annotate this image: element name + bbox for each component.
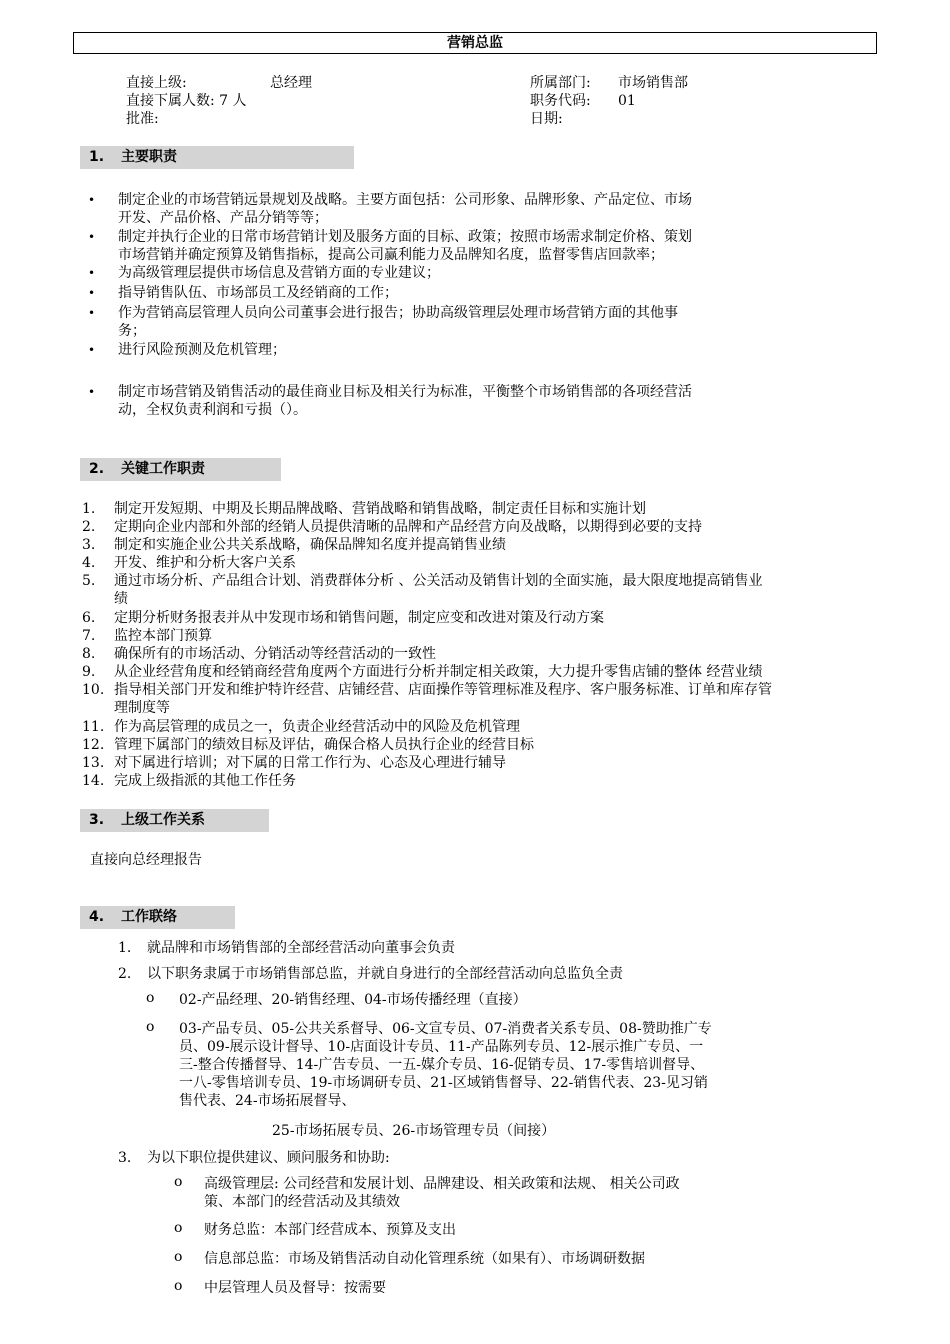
list-item: 理制度等 xyxy=(114,700,170,716)
bullet-icon: • xyxy=(88,306,96,320)
section-label: 主要职责 xyxy=(121,149,177,165)
list-number: 1. xyxy=(118,940,132,956)
list-item: 监控本部门预算 xyxy=(114,628,212,644)
list-item: 指导相关部门开发和维护特许经营、店铺经营、店面操作等管理标准及程序、客户服务标准、订单和库存管 xyxy=(114,682,772,698)
section-number: 1. xyxy=(89,149,105,165)
superior-value: 总经理 xyxy=(270,75,312,91)
page-title: 营销总监 xyxy=(73,32,877,54)
circle-bullet-icon: o xyxy=(174,1249,183,1265)
section-header-key-duties xyxy=(80,458,281,481)
section-label: 工作联络 xyxy=(121,909,177,925)
list-item: 以下职务隶属于市场销售部总监，并就自身进行的全部经营活动向总监负全责 xyxy=(147,966,623,982)
list-item: 为以下职位提供建议、顾问服务和协助: xyxy=(147,1150,390,1166)
list-number: 9. xyxy=(82,664,96,680)
list-item: 25-市场拓展专员、26-市场管理专员（间接） xyxy=(272,1123,556,1139)
list-number: 3. xyxy=(82,537,96,553)
list-item: 信息部总监：市场及销售活动自动化管理系统（如果有）、市场调研数据 xyxy=(204,1251,645,1267)
bullet-icon: • xyxy=(88,266,96,280)
bullet-icon: • xyxy=(88,286,96,300)
list-number: 4. xyxy=(82,555,96,571)
list-item: 员、09-展示设计督导、10-店面设计专员、11-产品陈列专员、12-展示推广专员、一 xyxy=(179,1039,704,1055)
superior-label: 直接上级: xyxy=(126,75,187,91)
list-item: 02-产品经理、20-销售经理、04-市场传播经理（直接） xyxy=(179,992,527,1008)
list-item: 务； xyxy=(118,323,146,339)
list-number: 11. xyxy=(82,719,105,735)
job-code-label: 职务代码: xyxy=(530,93,591,109)
list-item: 高级管理层: 公司经营和发展计划、品牌建设、相关政策和法规、 相关公司政 xyxy=(204,1176,680,1192)
list-item: 制定市场营销及销售活动的最佳商业目标及相关行为标准，平衡整个市场销售部的各项经营活 xyxy=(118,384,692,400)
bullet-icon: • xyxy=(88,343,96,357)
list-number: 13. xyxy=(82,755,105,771)
circle-bullet-icon: o xyxy=(174,1278,183,1294)
list-item: 中层管理人员及督导：按需要 xyxy=(204,1280,386,1296)
list-item: 制定开发短期、中期及长期品牌战略、营销战略和销售战略，制定责任目标和实施计划 xyxy=(114,501,646,517)
approval-label: 批准: xyxy=(126,111,159,127)
section-header-main-duties xyxy=(80,146,354,169)
list-number: 12. xyxy=(82,737,105,753)
list-item: 策、本部门的经营活动及其绩效 xyxy=(204,1194,400,1210)
list-item: 绩 xyxy=(114,591,128,607)
list-item: 完成上级指派的其他工作任务 xyxy=(114,773,296,789)
section-number: 3. xyxy=(89,812,105,828)
list-item: 制定企业的市场营销远景规划及战略。主要方面包括：公司形象、品牌形象、产品定位、市场 xyxy=(118,192,692,208)
date-label: 日期: xyxy=(530,111,563,127)
list-item: 03-产品专员、05-公共关系督导、06-文宣专员、07-消费者关系专员、08-赞助推广专 xyxy=(179,1021,712,1037)
list-number: 6. xyxy=(82,610,96,626)
section-header-superior-relation xyxy=(80,809,269,832)
circle-bullet-icon: o xyxy=(146,990,155,1006)
list-item: 三-整合传播督导、14-广告专员、一五-媒介专员、16-促销专员、17-零售培训督导、 xyxy=(179,1057,705,1073)
list-item: 进行风险预测及危机管理； xyxy=(118,342,286,358)
bullet-icon: • xyxy=(88,385,96,399)
list-item: 动，全权负责利润和亏损（）。 xyxy=(118,402,307,418)
section-label: 上级工作关系 xyxy=(121,812,205,828)
list-item: 财务总监：本部门经营成本、预算及支出 xyxy=(204,1222,456,1238)
list-item: 确保所有的市场活动、分销活动等经营活动的一致性 xyxy=(114,646,436,662)
list-item: 管理下属部门的绩效目标及评估，确保合格人员执行企业的经营目标 xyxy=(114,737,534,753)
section-label: 关键工作职责 xyxy=(121,461,205,477)
list-item: 指导销售队伍、市场部员工及经销商的工作； xyxy=(118,285,398,301)
list-number: 5. xyxy=(82,573,96,589)
list-item: 就品牌和市场销售部的全部经营活动向董事会负责 xyxy=(147,940,455,956)
list-item: 制定和实施企业公共关系战略，确保品牌知名度并提高销售业绩 xyxy=(114,537,506,553)
list-item: 对下属进行培训；对下属的日常工作行为、心态及心理进行辅导 xyxy=(114,755,506,771)
list-item: 通过市场分析、产品组合计划、消费群体分析 、公关活动及销售计划的全面实施，最大限度地提高销售业 xyxy=(114,573,763,589)
list-item: 作为高层管理的成员之一，负责企业经营活动中的风险及危机管理 xyxy=(114,719,520,735)
list-item: 从企业经营角度和经销商经营角度两个方面进行分析并制定相关政策，大力提升零售店铺的整体 经营业绩 xyxy=(114,664,763,680)
list-item: 售代表、24-市场拓展督导、 xyxy=(179,1093,356,1109)
list-item: 作为营销高层管理人员向公司董事会进行报告；协助高级管理层处理市场营销方面的其他事 xyxy=(118,305,678,321)
job-code-value: 01 xyxy=(618,93,636,109)
list-item: 开发、产品价格、产品分销等等； xyxy=(118,210,328,226)
list-number: 8. xyxy=(82,646,96,662)
list-item: 定期向企业内部和外部的经销人员提供清晰的品牌和产品经营方向及战略，以期得到必要的支持 xyxy=(114,519,702,535)
bullet-icon: • xyxy=(88,193,96,207)
list-number: 10. xyxy=(82,682,105,698)
circle-bullet-icon: o xyxy=(146,1019,155,1035)
list-number: 7. xyxy=(82,628,96,644)
subordinate-count: 直接下属人数: 7 人 xyxy=(126,93,247,109)
bullet-icon: • xyxy=(88,230,96,244)
list-number: 3. xyxy=(118,1150,132,1166)
list-item: 市场营销并确定预算及销售指标，提高公司赢利能力及品牌知名度，监督零售店回款率； xyxy=(118,247,664,263)
list-item: 开发、维护和分析大客户关系 xyxy=(114,555,296,571)
list-number: 1. xyxy=(82,501,96,517)
list-item: 制定并执行企业的日常市场营销计划及服务方面的目标、政策；按照市场需求制定价格、策划 xyxy=(118,229,692,245)
list-number: 14. xyxy=(82,773,105,789)
superior-relation-text: 直接向总经理报告 xyxy=(90,852,202,868)
department-value: 市场销售部 xyxy=(618,75,688,91)
list-item: 定期分析财务报表并从中发现市场和销售问题，制定应变和改进对策及行动方案 xyxy=(114,610,604,626)
section-number: 2. xyxy=(89,461,105,477)
list-number: 2. xyxy=(82,519,96,535)
section-number: 4. xyxy=(89,909,105,925)
section-header-liaison xyxy=(80,906,235,929)
department-label: 所属部门: xyxy=(530,75,591,91)
circle-bullet-icon: o xyxy=(174,1174,183,1190)
list-item: 一八-零售培训专员、19-市场调研专员、21-区域销售督导、22-销售代表、23-见习销 xyxy=(179,1075,708,1091)
list-number: 2. xyxy=(118,966,132,982)
list-item: 为高级管理层提供市场信息及营销方面的专业建议； xyxy=(118,265,440,281)
circle-bullet-icon: o xyxy=(174,1220,183,1236)
